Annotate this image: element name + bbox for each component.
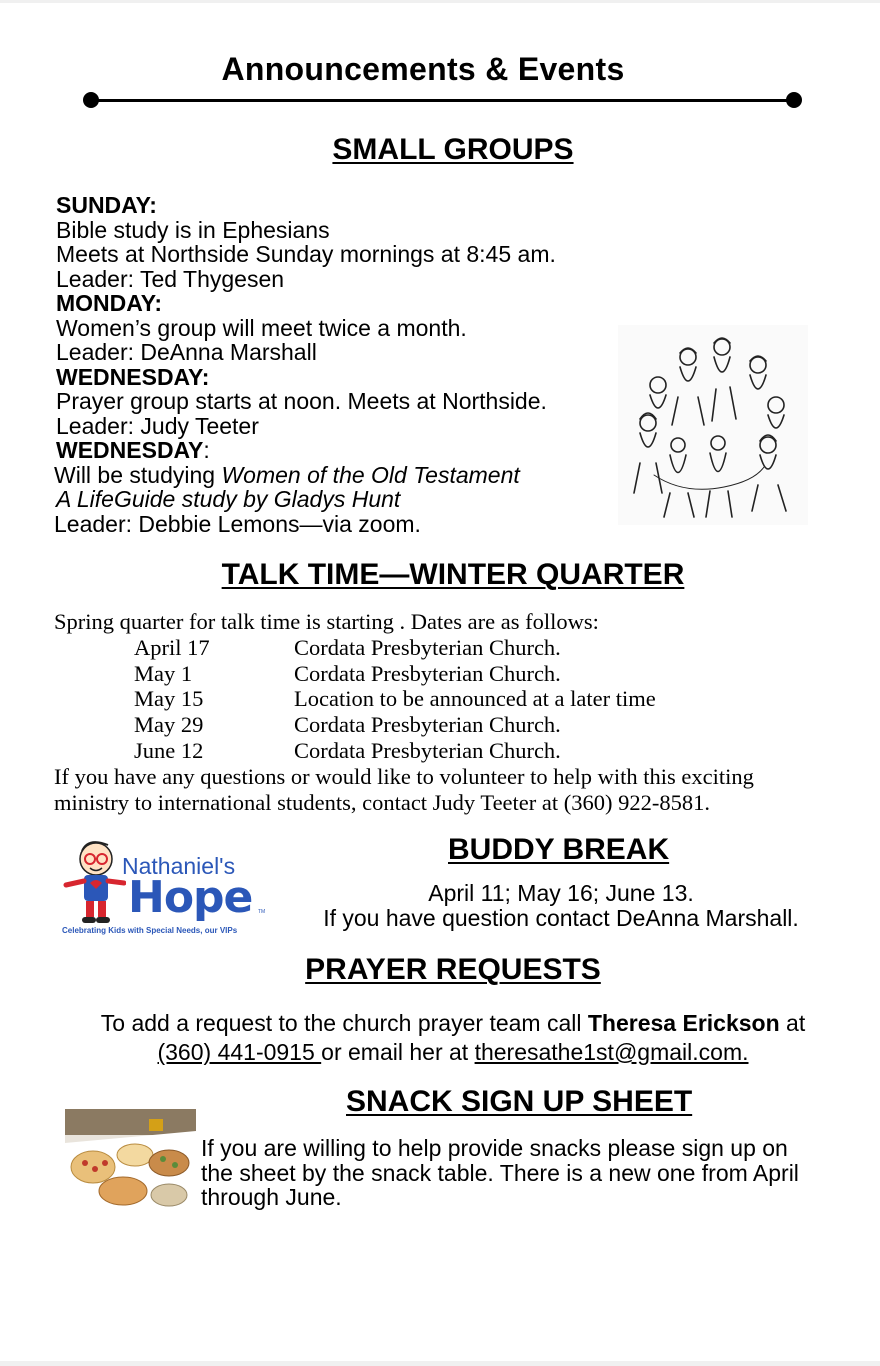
talk-location: Cordata Presbyterian Church. [294,660,561,686]
monday-line1: Women’s group will meet twice a month. [56,314,467,341]
talk-date: May 1 [134,660,193,686]
snack-table-photo [65,1109,196,1213]
title-divider [90,99,794,102]
prayer-contact-name: Theresa Erickson [587,1010,780,1036]
talk-location: Cordata Presbyterian Church. [294,737,561,763]
logo-name-top: Nathaniel's [122,853,236,879]
talk-date: June 12 [134,737,204,763]
prayer-phone-link[interactable]: (360) 441-0915 [157,1039,322,1065]
wednesday2-colon: : [203,437,210,463]
wednesday1-leader: Leader: Judy Teeter [56,412,259,439]
divider-dot-left [83,92,99,108]
logo-name-main: Hope [128,872,253,923]
talk-time-heading: TALK TIME—WINTER QUARTER [221,558,685,591]
snack-line1: If you are willing to help provide snacks please sign up on [201,1135,788,1161]
prayer-line1 [0,1009,880,1038]
wednesday2-study: A LifeGuide study by Gladys Hunt [56,486,401,512]
buddy-break-contact: If you have question contact DeAnna Marshall. [323,904,799,931]
monday-label: MONDAY: [56,290,163,316]
talk-date: May 15 [134,686,204,712]
talk-date-row [54,712,754,738]
logo-trademark: TM [258,909,266,915]
talk-time-outro2: ministry to international students, contact Judy Teeter at (360) 922-8581. [54,789,710,815]
wednesday1-label: WEDNESDAY: [56,363,210,390]
sunday-leader: Leader: Ted Thygesen [56,265,285,292]
prayer-requests-body [0,1009,880,1067]
buddy-break-dates: April 11; May 16; June 13. [428,880,694,906]
small-groups-list [56,193,556,536]
wednesday2-label-row [56,438,556,463]
snack-body [201,1136,799,1210]
snack-line2: the sheet by the snack table. There is a new one from April [201,1159,799,1186]
sunday-label: SUNDAY: [56,192,157,218]
buddy-break-body [300,881,822,930]
talk-date: April 17 [134,634,210,660]
talk-date: May 29 [134,712,204,738]
logo-tagline: Celebrating Kids with Special Needs, our VIPs [62,926,238,935]
sunday-line1: Bible study is in Ephesians [56,216,330,243]
talk-date-row [54,635,754,661]
prayer-text: at [779,1010,806,1036]
prayer-line2 [0,1038,880,1067]
nathaniels-hope-logo [58,835,270,941]
small-groups-heading: SMALL GROUPS [332,133,574,166]
prayer-text: or email her at [321,1039,475,1065]
wednesday2-book: Women of the Old Testament [221,461,520,488]
wednesday2-prefix: Will be studying [54,461,222,488]
talk-time-outro1: If you have any questions or would like to volunteer to help with this exciting [54,763,754,789]
boy-mascot-icon [60,837,126,925]
talk-location: Cordata Presbyterian Church. [294,634,561,660]
prayer-requests-heading: PRAYER REQUESTS [305,953,601,986]
wednesday2-line1 [54,463,556,488]
talk-date-row [54,661,754,687]
wednesday2-leader: Leader: Debbie Lemons—via zoom. [54,510,421,537]
group-circle-sketch [618,325,808,525]
talk-date-row [54,686,754,712]
monday-leader: Leader: DeAnna Marshall [56,339,317,365]
bulletin-page [0,3,880,1361]
sunday-line2: Meets at Northside Sunday mornings at 8:45 am. [56,241,556,267]
prayer-email-link[interactable]: theresathe1st@gmail.com. [474,1039,749,1065]
talk-time-intro: Spring quarter for talk time is starting . Dates are as follows: [54,609,599,634]
page-title: Announcements & Events [221,51,625,87]
buddy-break-heading: BUDDY BREAK [448,833,670,866]
snack-line3: through June. [201,1184,342,1210]
prayer-text: To add a request to the church prayer team call [100,1010,588,1036]
talk-location: Location to be announced at a later time [294,686,656,712]
talk-time-body [54,609,754,815]
snack-heading: SNACK SIGN UP SHEET [346,1085,693,1118]
wednesday1-line1: Prayer group starts at noon. Meets at Northside. [56,388,547,414]
talk-location: Cordata Presbyterian Church. [294,712,561,738]
wednesday2-label: WEDNESDAY [56,437,204,463]
divider-dot-right [786,92,802,108]
talk-date-row [54,738,754,764]
